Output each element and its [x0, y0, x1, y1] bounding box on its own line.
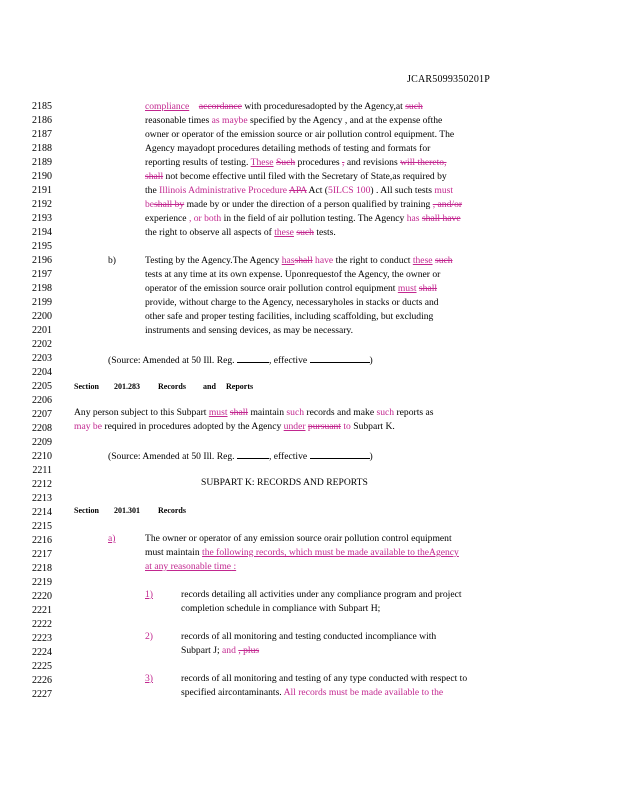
- blank-line: [237, 449, 269, 459]
- deleted-text: shall by: [154, 199, 185, 210]
- inserted-text: must: [397, 283, 417, 294]
- text-line-2185: [145, 101, 423, 113]
- plain-text: the right to conduct: [333, 255, 413, 266]
- line-number: 2208: [32, 423, 52, 434]
- text-line-2216: [145, 533, 452, 545]
- line-number: 2194: [32, 227, 52, 238]
- line-number: 2207: [32, 409, 52, 420]
- inserted-text: :: [231, 561, 237, 572]
- deleted-text: such: [296, 227, 314, 238]
- text-line-2189: [145, 157, 446, 169]
- line-number: 2210: [32, 451, 52, 462]
- plain-text: operator of the emission source orair pollution control equipment: [145, 283, 398, 294]
- item-text: [181, 687, 443, 699]
- line-number: 2215: [32, 521, 52, 532]
- section-title: Reports: [226, 382, 254, 391]
- document-id-header: JCAR5099350201P: [407, 74, 491, 85]
- item-label: 1): [145, 589, 153, 600]
- plain-text: specified by the Agency , and at the expense ofthe: [247, 115, 443, 126]
- plain-text: must maintain: [145, 547, 203, 558]
- deleted-text: such: [405, 101, 423, 112]
- plain-text: Act (: [306, 185, 329, 196]
- deleted-text: , and/or: [432, 199, 463, 210]
- inserted-text: , or both: [188, 213, 222, 224]
- blank-line: [237, 353, 269, 363]
- line-number: 2185: [32, 101, 52, 112]
- plain-text: reports as: [394, 407, 434, 418]
- text-line-2191: [145, 185, 453, 197]
- line-number: 2211: [32, 465, 52, 476]
- line-number: 2190: [32, 171, 52, 182]
- text-line-2188: [145, 143, 430, 155]
- inserted-text: Illinois Administrative Procedure: [159, 185, 288, 196]
- inserted-text: has: [281, 255, 295, 266]
- item-label: 3): [145, 673, 153, 684]
- inserted-text: must: [434, 185, 454, 196]
- line-number: 2218: [32, 563, 52, 574]
- section-number: 201.301: [114, 506, 140, 515]
- plain-text: , effective: [268, 451, 310, 462]
- section-title: and: [203, 382, 216, 391]
- plain-text: the: [145, 185, 160, 196]
- line-number: 2206: [32, 395, 52, 406]
- plain-text: ): [369, 451, 373, 462]
- line-number: 2196: [32, 255, 52, 266]
- inserted-text: be: [145, 199, 155, 210]
- blank-line: [310, 353, 370, 363]
- line-number: 2192: [32, 199, 52, 210]
- plain-text: , effective: [268, 355, 310, 366]
- plain-text: required in procedures adopted by the Agency: [101, 421, 284, 432]
- deleted-text: Such: [275, 157, 296, 168]
- inserted-text: compliance: [145, 101, 190, 112]
- section-label: Section: [74, 506, 99, 515]
- subsection-label-a: a): [108, 533, 116, 544]
- line-number: 2213: [32, 493, 52, 504]
- plain-text: other safe and proper testing facilities, including scaffolding, but excluding: [145, 311, 434, 322]
- plain-text: provide, without charge to the Agency, necessaryholes in stacks or ducts and: [145, 297, 439, 308]
- deleted-text: accordance: [198, 101, 242, 112]
- plain-text: reporting results of testing.: [145, 157, 251, 168]
- plain-text: procedures: [295, 157, 343, 168]
- text-line-2192: [145, 199, 462, 211]
- line-number: 2225: [32, 661, 52, 672]
- plain-text: maintain: [248, 407, 287, 418]
- plain-text: Agency mayadopt procedures detailing methods of testing and formats for: [145, 143, 431, 154]
- line-number: 2193: [32, 213, 52, 224]
- line-number: 2191: [32, 185, 52, 196]
- line-number: 2226: [32, 675, 52, 686]
- item-text: records detailing all activities under any compliance program and project: [181, 589, 462, 600]
- line-number: 2200: [32, 311, 52, 322]
- plain-text: and revisions: [344, 157, 401, 168]
- item-text: completion schedule in compliance with Subpart H;: [181, 603, 381, 614]
- plain-text: with proceduresadopted by the Agency,at: [241, 101, 406, 112]
- plain-text: (Source: Amended at 50 Ill. Reg.: [108, 451, 237, 462]
- line-number: 2214: [32, 507, 52, 518]
- text-line-2207: [74, 407, 434, 419]
- deleted-text: shall: [418, 283, 438, 294]
- subsection-label-b: b): [108, 255, 116, 266]
- line-number: 2198: [32, 283, 52, 294]
- plain-text: the right to observe all aspects of: [145, 227, 275, 238]
- inserted-text: must: [208, 407, 228, 418]
- plain-text: specified aircontaminants.: [181, 687, 284, 698]
- line-number: 2188: [32, 143, 52, 154]
- deleted-text: APA: [288, 185, 307, 196]
- text-line-2196: [145, 255, 453, 267]
- item-text: [181, 645, 259, 657]
- deleted-text: such: [434, 255, 453, 266]
- plain-text: reasonable times: [145, 115, 212, 126]
- item-label: 2): [145, 631, 153, 642]
- text-line-2186: [145, 115, 442, 127]
- line-number: 2202: [32, 339, 52, 350]
- line-number: 2209: [32, 437, 52, 448]
- line-number: 2212: [32, 479, 52, 490]
- deleted-text: ,: [342, 157, 345, 168]
- plain-text: Subpart J;: [181, 645, 223, 656]
- deleted-text: will thereto,: [400, 157, 447, 168]
- line-number: 2203: [32, 353, 52, 364]
- plain-text: (Source: Amended at 50 Ill. Reg.: [108, 355, 237, 366]
- line-number: 2187: [32, 129, 52, 140]
- section-title: Records: [158, 506, 186, 515]
- plain-text: instruments and sensing devices, as may be necessary.: [145, 325, 353, 336]
- deleted-text: shall: [229, 407, 249, 418]
- line-number: 2223: [32, 633, 52, 644]
- inserted-text: at any reasonable time: [145, 561, 232, 572]
- line-number: 2201: [32, 325, 52, 336]
- text-line-2200: [145, 311, 433, 323]
- inserted-text: to: [343, 421, 351, 432]
- source-note: [108, 449, 373, 463]
- line-number: 2216: [32, 535, 52, 546]
- plain-text: not become effective until filed with the Secretary of State,as required by: [163, 171, 447, 182]
- deleted-text: pursuant: [307, 421, 341, 432]
- inserted-text: such: [286, 407, 305, 418]
- subpart-heading: SUBPART K: RECORDS AND REPORTS: [201, 477, 368, 488]
- section-label: Section: [74, 382, 99, 391]
- text-line-2194: [145, 227, 336, 239]
- inserted-text: These: [250, 157, 274, 168]
- inserted-text: these: [274, 227, 294, 238]
- text-line-2197: [145, 269, 440, 281]
- source-note: [108, 353, 373, 367]
- inserted-text: the following records, which must be made available to theAgency: [202, 547, 459, 558]
- inserted-text: All records must be made available to the: [283, 687, 444, 698]
- line-number: 2224: [32, 647, 52, 658]
- inserted-text: may be: [74, 421, 102, 432]
- plain-text: in the field of air pollution testing. The Agency: [221, 213, 407, 224]
- line-number: 2189: [32, 157, 52, 168]
- line-number: 2227: [32, 689, 52, 700]
- plain-text: ) . All such tests: [370, 185, 435, 196]
- line-number: 2197: [32, 269, 52, 280]
- text-line-2187: [145, 129, 454, 141]
- line-number: 2199: [32, 297, 52, 308]
- line-number: 2204: [32, 367, 52, 378]
- text-line-2217: [145, 547, 459, 559]
- inserted-text: 5ILCS 100: [328, 185, 371, 196]
- line-number: 2186: [32, 115, 52, 126]
- text-line-2190: [145, 171, 447, 183]
- deleted-text: , plus: [238, 645, 260, 656]
- plain-text: ): [369, 355, 373, 366]
- inserted-text: has: [406, 213, 420, 224]
- inserted-text: under: [283, 421, 306, 432]
- line-number: 2195: [32, 241, 52, 252]
- inserted-text: these: [412, 255, 433, 266]
- inserted-text: such: [376, 407, 395, 418]
- line-number: 2220: [32, 591, 52, 602]
- line-number: 2222: [32, 619, 52, 630]
- text-line-2193: [145, 213, 461, 225]
- plain-text: made by or under the direction of a person qualified by training: [184, 199, 433, 210]
- plain-text: owner or operator of the emission source or air pollution control equipment. The: [145, 129, 455, 140]
- line-number: 2221: [32, 605, 52, 616]
- text-line-2198: [145, 283, 437, 295]
- deleted-text: shall have: [421, 213, 461, 224]
- plain-text: experience: [145, 213, 189, 224]
- inserted-text: and: [222, 645, 236, 656]
- plain-text: Subpart K.: [350, 421, 395, 432]
- item-text: records of all monitoring and testing conducted incompliance with: [181, 631, 437, 642]
- blank-line: [310, 449, 370, 459]
- line-number: 2219: [32, 577, 52, 588]
- item-text: records of all monitoring and testing of any type conducted with respect to: [181, 673, 468, 684]
- plain-text: Any person subject to this Subpart: [74, 407, 209, 418]
- plain-text: Testing by the Agency.The Agency: [145, 255, 282, 266]
- text-line-2208: [74, 421, 395, 433]
- text-line-2201: [145, 325, 353, 337]
- deleted-text: shall: [294, 255, 313, 266]
- plain-text: records and make: [304, 407, 377, 418]
- line-number: 2217: [32, 549, 52, 560]
- line-number: 2205: [32, 381, 52, 392]
- section-title: Records: [158, 382, 186, 391]
- plain-text: tests at any time at its own expense. Uponrequestof the Agency, the owner or: [145, 269, 441, 280]
- section-number: 201.283: [114, 382, 140, 391]
- text-line-2199: [145, 297, 439, 309]
- inserted-text: have: [315, 255, 334, 266]
- text-line-2218: [145, 561, 236, 573]
- deleted-text: shall: [145, 171, 164, 182]
- inserted-text: as maybe: [211, 115, 248, 126]
- plain-text: The owner or operator of any emission source orair pollution control equipment: [145, 533, 452, 544]
- plain-text: tests.: [313, 227, 336, 238]
